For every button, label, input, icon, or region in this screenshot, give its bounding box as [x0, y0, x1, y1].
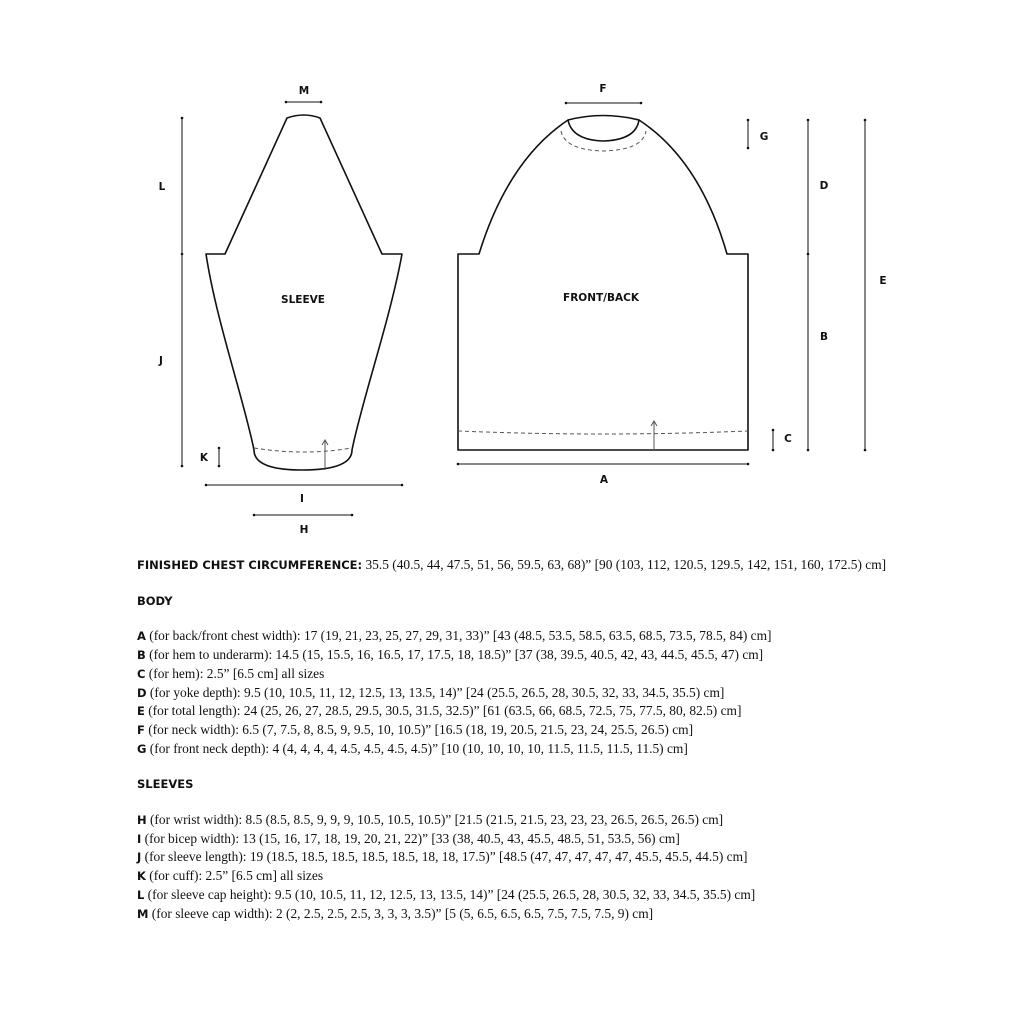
sleeve-measurements [137, 811, 1007, 923]
measurement-row: M (for sleeve cap width): 2 (2, 2.5, 2.5, 2.5, 3, 3, 3, 3.5)” [5 (5, 6.5, 6.5, 6.5, 7.5, 7.5, 7.5, 9) cm] [137, 905, 654, 921]
dim-j-label: J [159, 355, 163, 367]
measurement-row: H (for wrist width): 8.5 (8.5, 8.5, 9, 9, 9, 10.5, 10.5, 10.5)” [21.5 (21.5, 21.5, 23, 23, 23, 26.5, 26.5, 26.5) cm] [137, 812, 724, 828]
dim-f-label: F [599, 83, 607, 95]
measurement-row: E (for total length): 24 (25, 26, 27, 28.5, 29.5, 30.5, 31.5, 32.5)” [61 (63.5, 66, 68.5, 72.5, 75, 77.5, 80, 82.5) cm] [137, 703, 742, 719]
measurement-row: B (for hem to underarm): 14.5 (15, 15.5, 16, 16.5, 17, 17.5, 18, 18.5)” [37 (38, 39.5, 40.5, 42, 43, 44.5, 45.5, 47) cm] [137, 647, 764, 663]
sleeve-label: SLEEVE [281, 294, 325, 306]
measurement-row: G (for front neck depth): 4 (4, 4, 4, 4, 4.5, 4.5, 4.5, 4.5)” [10 (10, 10, 10, 10, 11.5, 11.5, 11.5, 11.5) cm] [137, 740, 688, 756]
body-measurements [137, 627, 1007, 758]
measurement-row: F (for neck width): 6.5 (7, 7.5, 8, 8.5, 9, 9.5, 10, 10.5)” [16.5 (18, 19, 20.5, 21.5, 23, 24, 25.5, 26.5) cm] [137, 721, 694, 737]
body-label: FRONT/BACK [563, 292, 639, 304]
body-outline [458, 116, 748, 451]
measurement-row: A (for back/front chest width): 17 (19, 21, 23, 25, 27, 29, 31, 33)” [43 (48.5, 53.5, 58.5, 63.5, 68.5, 73.5, 78.5, 84) cm] [137, 628, 772, 644]
dim-b-label: B [819, 331, 829, 343]
sleeves-heading: SLEEVES [137, 777, 194, 792]
dim-e-label: E [879, 275, 887, 287]
sleeve-cuff-arrow [322, 440, 328, 470]
body-heading: BODY [137, 593, 173, 608]
measurement-row: K (for cuff): 2.5” [6.5 cm] all sizes [137, 868, 324, 884]
hem-arrow [651, 421, 657, 450]
body-schematic [457, 83, 887, 486]
chest-value: 35.5 (40.5, 44, 47.5, 51, 56, 59.5, 63, 68)” [90 (103, 112, 120.5, 129.5, 142, 151, 160, 172.5) cm] [362, 557, 887, 572]
sleeve-schematic [158, 85, 403, 536]
hem-line [458, 431, 748, 434]
sleeve-outline [206, 115, 402, 470]
dim-a-label: A [599, 474, 609, 486]
chest-label: FINISHED CHEST CIRCUMFERENCE: [137, 558, 363, 572]
sleeve-cuff-line [254, 448, 352, 452]
measurement-row: L (for sleeve cap height): 9.5 (10, 10.5, 11, 12, 12.5, 13, 13.5, 14)” [24 (25.5, 26.5, 28, 30.5, 32, 33, 34.5, 35.5) cm] [137, 886, 756, 902]
dim-h-label: H [299, 524, 309, 536]
measurement-row: C (for hem): 2.5” [6.5 cm] all sizes [137, 665, 325, 681]
dim-k-label: K [199, 452, 209, 464]
neckline-front [568, 120, 639, 141]
dim-g-label: G [759, 131, 769, 143]
measurements-text [137, 556, 1007, 923]
measurement-row: I (for bicep width): 13 (15, 16, 17, 18, 19, 20, 21, 22)” [33 (38, 40.5, 43, 45.5, 48.5, 51, 53.5, 56) cm] [137, 830, 680, 846]
dim-i-label: I [300, 493, 304, 505]
dim-c-label: C [784, 433, 792, 445]
dim-d-label: D [819, 180, 829, 192]
measurement-row: D (for yoke depth): 9.5 (10, 10.5, 11, 12, 12.5, 13, 13.5, 14)” [24 (25.5, 26.5, 28, 30.5, 32, 33, 34.5, 35.5) cm] [137, 684, 725, 700]
dim-m-label: M [298, 85, 310, 97]
measurement-row: J (for sleeve length): 19 (18.5, 18.5, 18.5, 18.5, 18.5, 18, 18, 17.5)” [48.5 (47, 47, 47, 47, 47, 45.5, 45.5, 44.5) cm] [137, 849, 748, 865]
chest-circumference-row [137, 556, 1007, 575]
dim-l-label: L [158, 181, 166, 193]
